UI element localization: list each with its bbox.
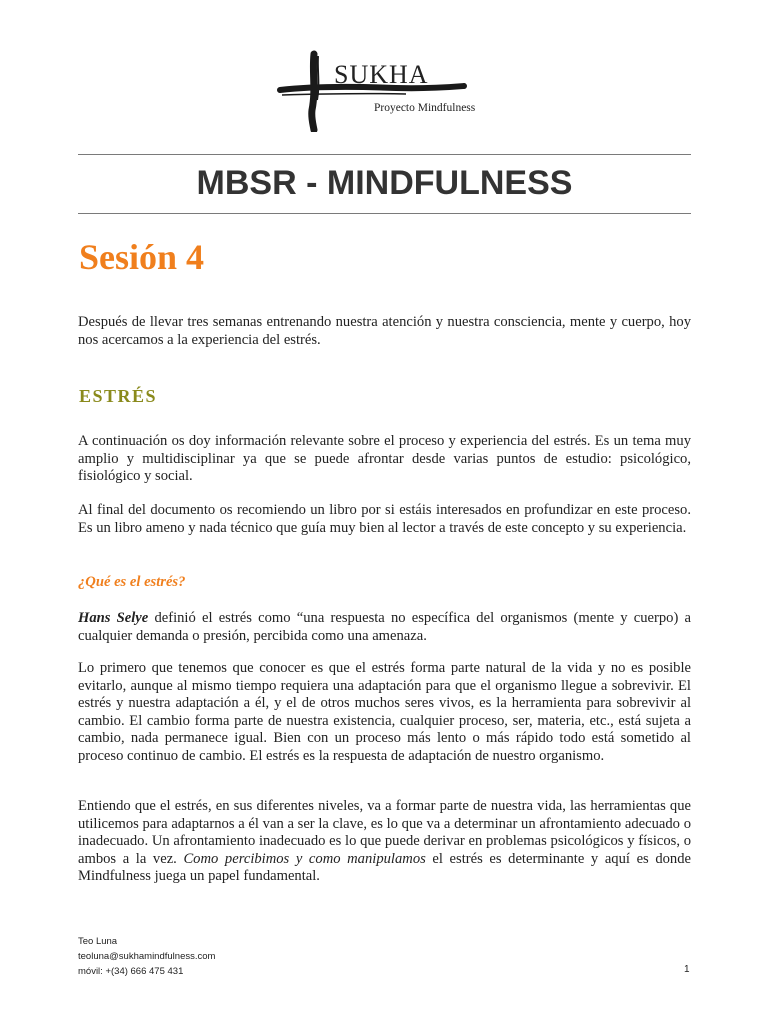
logo-subtitle: Proyecto Mindfulness xyxy=(374,102,476,114)
paragraph-2: Al final del documento os recomiendo un libro por si estáis interesados en profundizar en este proceso. Es un libro ameno y nada técnico que guía muy bien al lector a través de este concepto y su experiencia. xyxy=(78,502,691,536)
paragraph-4: Lo primero que tenemos que conocer es que el estrés forma parte natural de la vida y no es posible evitarlo, aunque al mismo tiempo requiera una adaptación para que el organismo llegue a sobrevivir. El estrés y nuestra adaptación a él, y el de otros muchos seres vivos, es la herramienta para sobrevivir al cambio. El cambio forma parte de nuestra existencia, cualquier proceso, ser, materia, etc., está sujeta a cambio, nada permanece igual. Bien con un proceso más lento o más rápido todo está sometido al proceso continuo de cambio. El estrés es la respuesta de adaptación de nuestro organismo. xyxy=(78,660,691,764)
paragraph-5-italic: Como percibimos y como manipulamos xyxy=(183,850,426,867)
sukha-logo xyxy=(276,50,502,132)
page-number: 1 xyxy=(684,964,690,975)
paragraph-5-text-b: el estrés es determinante y aquí es donde Mindfulness juega un papel fundamental. xyxy=(78,850,691,885)
footer-phone: móvil: +(34) 666 475 431 xyxy=(78,966,184,977)
paragraph-5-text-a: Entiendo que el estrés, en sus diferentes niveles, va a formar parte de nuestra vida, las herramientas que utilicemos para adaptarnos a él van a ser la clave, es lo que va a determinar un afrontamiento adecuado o inadecuado. Un afrontamiento inadecuado es lo que puede derivar en problemas psicológicos y físicos, o ambos a la vez. xyxy=(78,798,691,867)
subheading-what-is-stress: ¿Qué es el estrés? xyxy=(78,574,186,590)
logo-title: SUKHA xyxy=(334,60,429,89)
document-title: MBSR - MINDFULNESS xyxy=(196,164,573,202)
paragraph-3-text: definió el estrés como “una respuesta no específica del organismos (mente y cuerpo) a cualquier demanda o presión, percibida como una amenaza. xyxy=(78,610,691,644)
paragraph-1: A continuación os doy información relevante sobre el proceso y experiencia del estrés. Es un tema muy amplio y multidisciplinar ya que se puede afrontar desde varias puntos de estudio: psicológico, fisiológico y social. xyxy=(78,433,691,485)
author-name: Hans Selye xyxy=(78,610,149,626)
footer-name: Teo Luna xyxy=(78,936,118,947)
footer-contact xyxy=(78,934,215,979)
session-title: Sesión 4 xyxy=(79,237,205,277)
section-heading: ESTRÉS xyxy=(79,386,158,406)
footer-email: teoluna@sukhamindfulness.com xyxy=(78,951,216,962)
top-divider xyxy=(78,154,691,155)
intro-paragraph: Después de llevar tres semanas entrenando nuestra atención y nuestra consciencia, mente y cuerpo, hoy nos acercamos a la experiencia del estrés. xyxy=(78,314,691,348)
paragraph-5 xyxy=(78,798,691,886)
paragraph-3 xyxy=(78,610,691,645)
title-divider xyxy=(78,213,691,214)
